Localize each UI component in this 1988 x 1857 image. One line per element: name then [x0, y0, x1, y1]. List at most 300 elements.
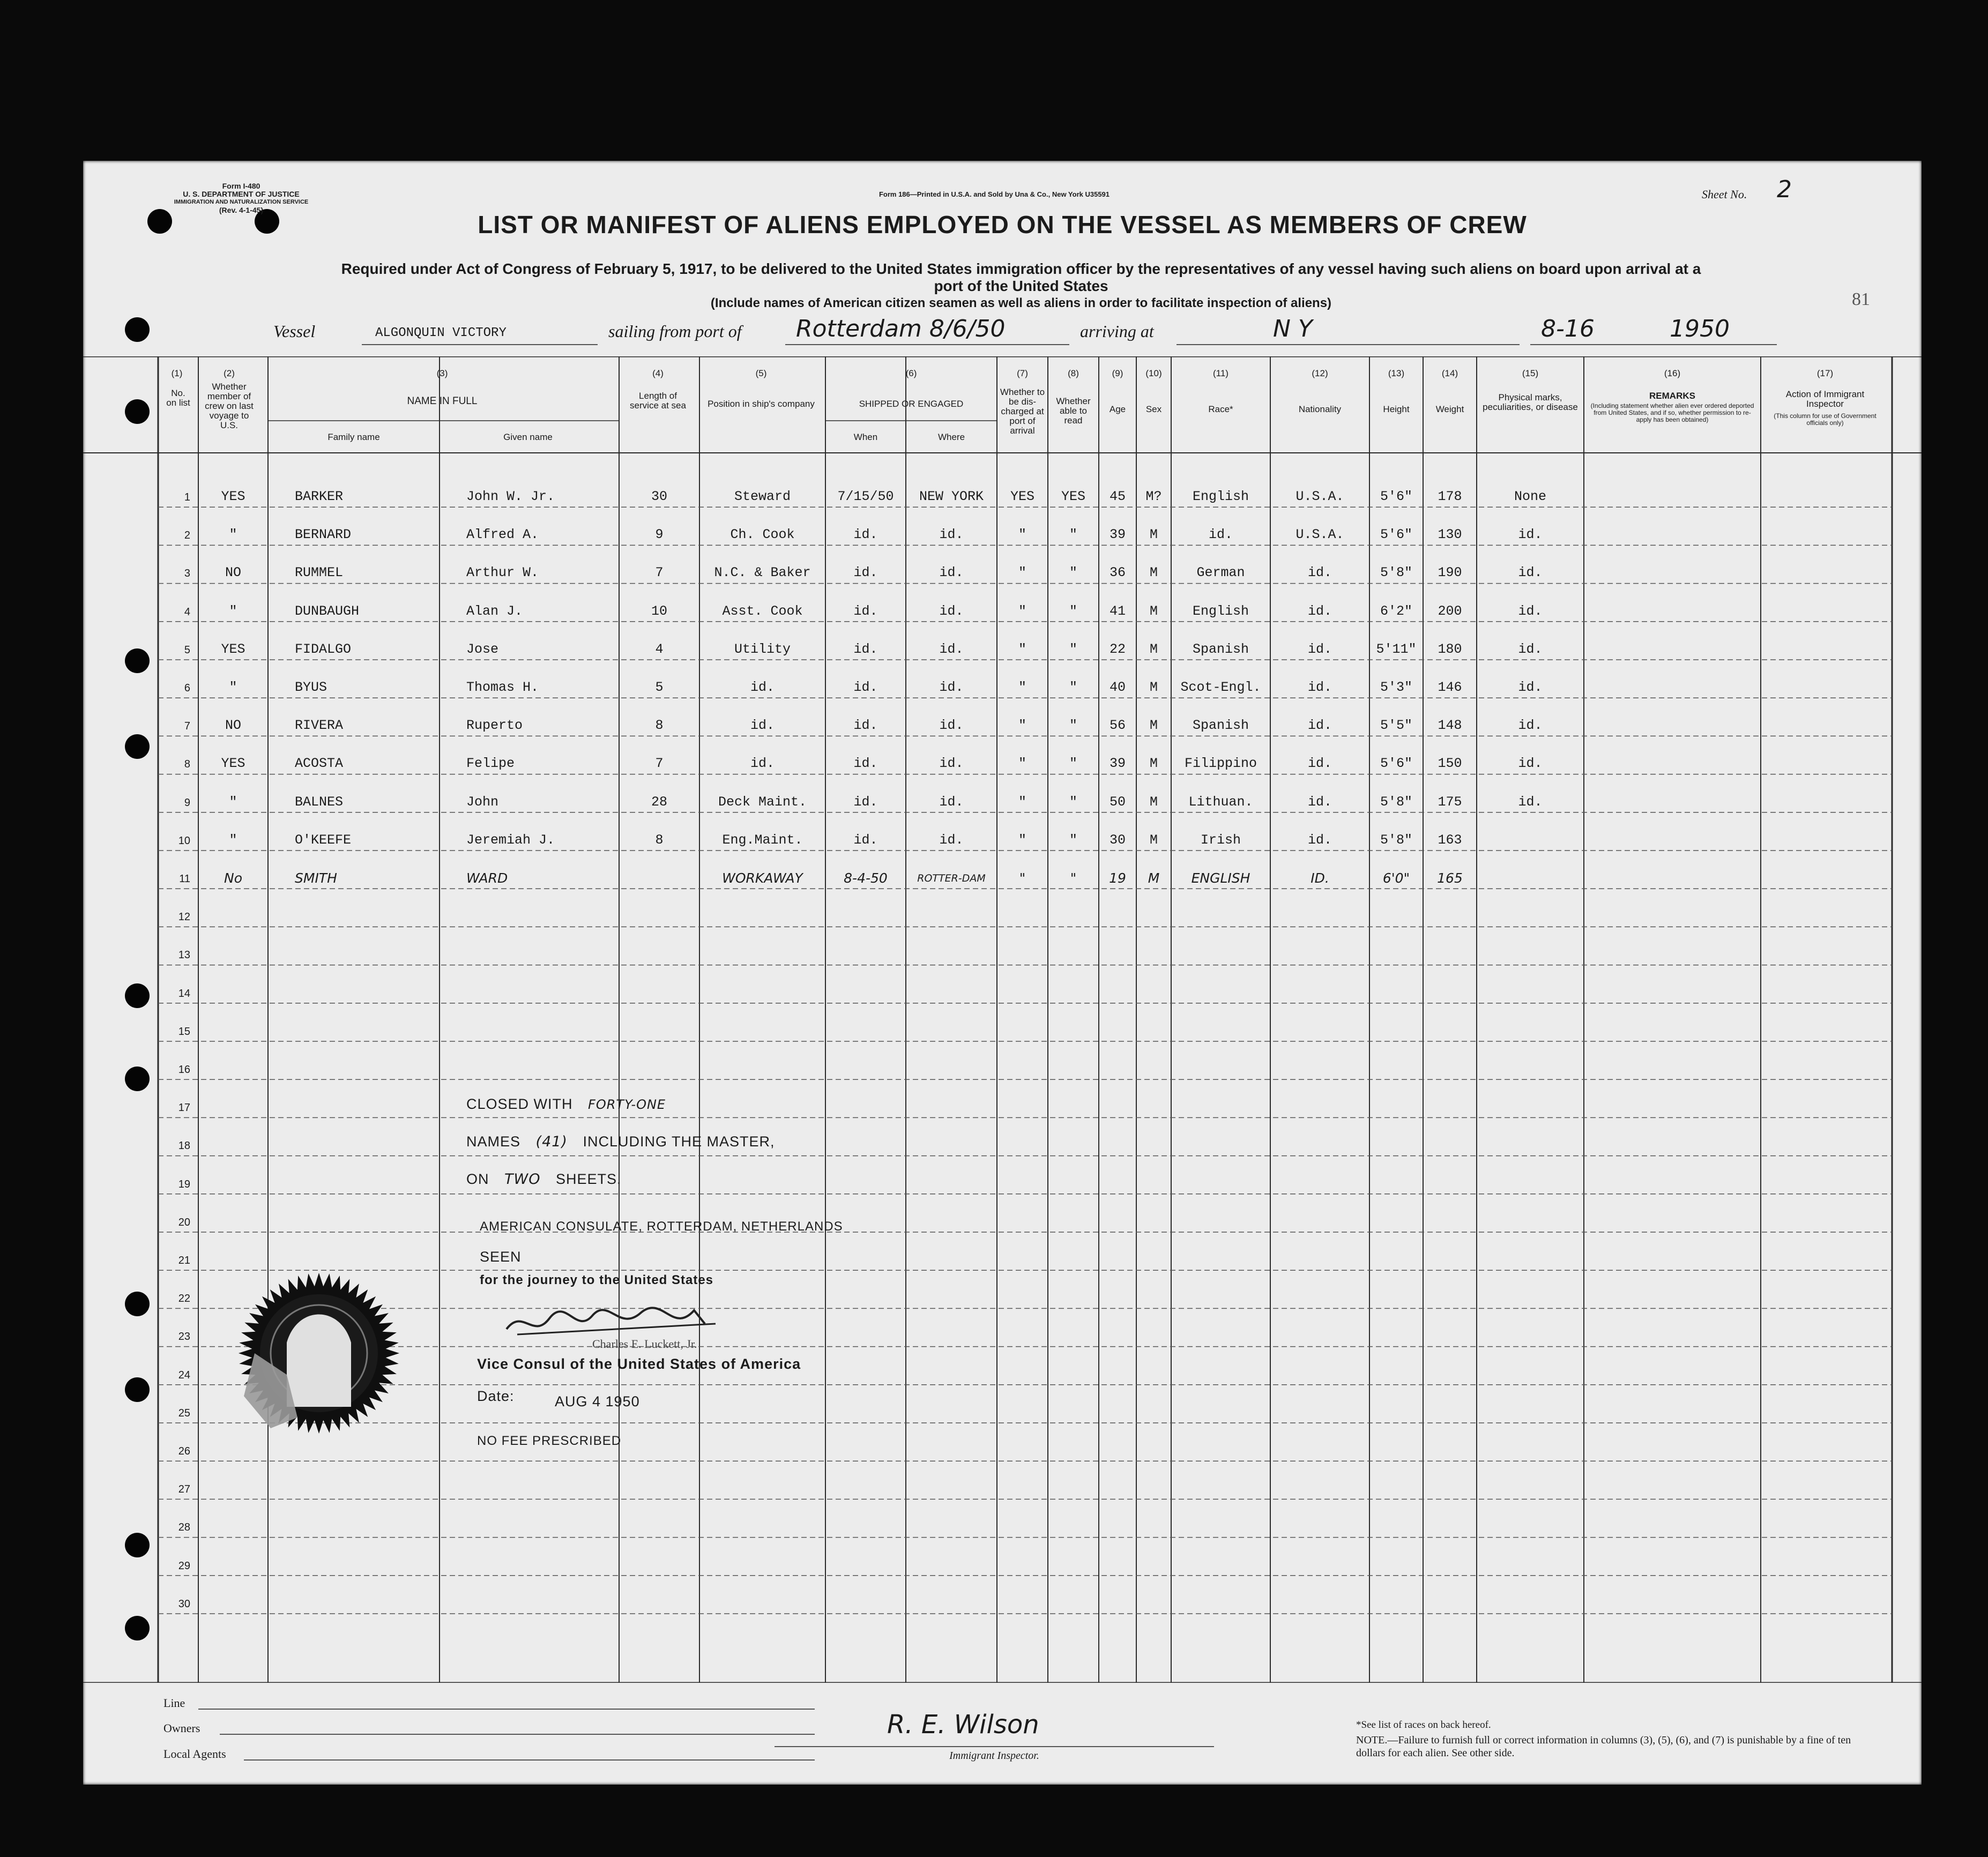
line-label: Line	[163, 1696, 185, 1710]
cell-when: id.	[853, 641, 878, 657]
page-title: LIST OR MANIFEST OF ALIENS EMPLOYED ON THE VESSEL AS MEMBERS OF CREW	[478, 211, 1527, 238]
cell-marks: id.	[1518, 565, 1543, 581]
cell-where: id.	[939, 794, 964, 810]
fill-line	[362, 344, 598, 345]
cell-age: 22	[1109, 641, 1126, 657]
races-note: *See list of races on back hereof.	[1356, 1719, 1491, 1731]
row-number: 16	[178, 1064, 190, 1076]
cell-weight: 165	[1437, 870, 1463, 886]
cell-weight: 178	[1438, 489, 1462, 504]
fill-line	[220, 1734, 815, 1735]
col-num-11: (11)	[1213, 368, 1228, 378]
cell-read: "	[1069, 565, 1077, 581]
cell-sex: M	[1149, 718, 1158, 734]
consul-date-label: Date:	[477, 1388, 515, 1404]
col-head-family: Family name	[327, 432, 380, 442]
cell-prev: YES	[221, 756, 245, 772]
cell-service: 4	[655, 641, 664, 657]
crew-table	[83, 356, 1922, 1683]
col-head-15: Physical marks, peculiarities, or disease	[1483, 392, 1578, 412]
row-number: 17	[178, 1102, 190, 1114]
col-num-4: (4)	[652, 368, 664, 378]
cell-sex: M	[1149, 641, 1158, 657]
cell-prev: "	[229, 832, 237, 848]
cell-service: 30	[651, 489, 667, 504]
cell-sex: M	[1149, 832, 1158, 848]
owners-label: Owners	[163, 1721, 200, 1735]
sailing-label: sailing from port of	[608, 322, 742, 341]
agents-label: Local Agents	[163, 1747, 226, 1761]
cell-family: RUMMEL	[295, 565, 344, 581]
cell-nationality: id.	[1307, 718, 1332, 734]
cell-given: John W. Jr.	[466, 489, 555, 504]
consul-title: Vice Consul of the United States of America	[477, 1356, 801, 1372]
row-number: 21	[178, 1255, 190, 1266]
cell-where: id.	[939, 565, 964, 581]
fill-line	[244, 1759, 815, 1761]
cell-weight: 130	[1438, 527, 1462, 543]
cell-family: BALNES	[295, 794, 344, 810]
cell-height: 5'6"	[1380, 527, 1412, 543]
closing-label-1: CLOSED WITH	[466, 1096, 573, 1112]
closing-rest-3: SHEETS.	[555, 1171, 622, 1187]
margin-number: 81	[1852, 289, 1870, 309]
row-number: 4	[184, 606, 190, 618]
cell-height: 5'6"	[1380, 489, 1412, 504]
cell-height: 5'8"	[1380, 832, 1412, 848]
cell-service: 9	[655, 527, 664, 543]
form-id-block	[155, 182, 327, 214]
cell-position: Ch. Cook	[730, 527, 795, 543]
cell-age: 39	[1109, 756, 1126, 772]
cell-prev: YES	[221, 641, 245, 657]
cell-nationality: id.	[1307, 603, 1332, 619]
cell-family: BYUS	[295, 680, 327, 695]
col-head-17-note: (This column for use of Government officials only)	[1774, 412, 1877, 427]
cell-position: Utility	[734, 641, 791, 657]
cell-weight: 175	[1438, 794, 1462, 810]
col-num-16: (16)	[1664, 368, 1681, 378]
col-head-13: Height	[1383, 404, 1410, 414]
cell-read: "	[1070, 870, 1077, 886]
cell-where: id.	[939, 832, 964, 848]
col-num-15: (15)	[1522, 368, 1539, 378]
cell-race: id.	[1208, 527, 1233, 543]
department: U. S. DEPARTMENT OF JUSTICE	[183, 190, 300, 198]
cell-discharged: "	[1019, 870, 1026, 886]
cell-where: NEW YORK	[919, 489, 984, 504]
cell-when: id.	[853, 756, 878, 772]
col-head-4: Length of service at sea	[630, 391, 686, 411]
col-head-11: Race*	[1208, 404, 1233, 414]
cell-height: 5'8"	[1380, 565, 1412, 581]
cell-weight: 180	[1438, 641, 1462, 657]
cell-sex: M	[1149, 680, 1158, 695]
cell-sex: M?	[1145, 489, 1162, 504]
cell-given: Alfred A.	[466, 527, 539, 543]
subtitle-line-1: Required under Act of Congress of February 5, 1917, to be delivered to the United States immigration officer by the representatives of any vessel having such aliens on board upon arrival at a	[341, 260, 1701, 277]
row-number: 20	[178, 1216, 190, 1228]
vessel-name: ALGONQUIN VICTORY	[375, 326, 507, 340]
cell-discharged: "	[1018, 756, 1026, 772]
fill-line	[775, 1746, 1214, 1747]
cell-nationality: id.	[1307, 680, 1332, 695]
cell-sex: M	[1149, 527, 1158, 543]
closing-label-3: ON	[466, 1171, 489, 1187]
service: IMMIGRATION AND NATURALIZATION SERVICE	[174, 199, 309, 205]
row-number: 26	[178, 1445, 190, 1457]
manifest-sheet	[83, 161, 1922, 1785]
cell-service: 8	[655, 832, 664, 848]
row-number: 2	[184, 529, 190, 542]
cell-sex: M	[1149, 794, 1158, 810]
cell-service: 7	[655, 756, 664, 772]
closing-line-2	[466, 1133, 775, 1150]
cell-read: "	[1069, 527, 1077, 543]
cell-position: Eng.Maint.	[722, 832, 803, 848]
cell-when: id.	[853, 832, 878, 848]
penalty-note: NOTE.—Failure to furnish full or correct information in columns (3), (5), (6), and (7) is punishable by a fine of ten dollars for each alien. See other side.	[1356, 1734, 1851, 1759]
cell-family: O'KEEFE	[295, 832, 352, 848]
col-num-12: (12)	[1312, 368, 1328, 378]
cell-given: Felipe	[466, 756, 515, 772]
cell-nationality: U.S.A.	[1295, 527, 1344, 543]
cell-nationality: id.	[1307, 794, 1332, 810]
arrival-year: 1950	[1670, 315, 1730, 342]
cell-prev: NO	[225, 718, 241, 734]
sheet-label: Sheet No.	[1702, 188, 1747, 201]
cell-prev: YES	[221, 489, 245, 504]
cell-age: 50	[1109, 794, 1126, 810]
col-head-6: SHIPPED OR ENGAGED	[859, 399, 964, 409]
col-head-16-note: (Including statement whether alien ever ordered deported from United States, and if so, whether permission to re-apply has been obtained)	[1590, 402, 1754, 423]
col-num-14: (14)	[1441, 368, 1458, 378]
cell-discharged: "	[1018, 718, 1026, 734]
cell-age: 39	[1109, 527, 1126, 543]
cell-read: "	[1069, 680, 1077, 695]
vessel-label: Vessel	[273, 322, 316, 341]
cell-marks	[1477, 831, 1584, 849]
cell-service: 28	[651, 794, 667, 810]
cell-nationality: id.	[1307, 565, 1332, 581]
cell-marks: None	[1514, 489, 1546, 504]
cell-race: Lithuan.	[1188, 794, 1253, 810]
row-number: 9	[184, 796, 190, 809]
col-head-2: Whether member of crew on last voyage to U.S.	[205, 382, 254, 430]
closing-value-1: FORTY-ONE	[588, 1097, 666, 1112]
cell-given: John	[466, 794, 499, 810]
cell-prev: NO	[225, 565, 241, 581]
cell-read: "	[1069, 718, 1077, 734]
closing-label-2: NAMES	[466, 1133, 521, 1150]
consul-name: Charles E. Luckett, Jr.	[592, 1337, 697, 1351]
cell-nationality: ID.	[1311, 870, 1329, 886]
fill-line	[198, 1709, 815, 1710]
cell-service: 5	[655, 680, 664, 695]
cell-age: 45	[1109, 489, 1126, 504]
cell-position: WORKAWAY	[722, 870, 803, 886]
cell-position: id.	[750, 756, 775, 772]
cell-sex: M	[1149, 603, 1158, 619]
subtitle-line-2: port of the United States	[934, 278, 1108, 294]
row-number: 8	[184, 758, 190, 771]
fill-line	[1177, 344, 1520, 345]
cell-given: Alan J.	[466, 603, 523, 619]
row-number: 30	[178, 1598, 190, 1610]
subtitle-line-3: (Include names of American citizen seamen as well as aliens in order to facilitate inspection of aliens)	[710, 296, 1332, 310]
col-num-3: (3)	[436, 368, 448, 378]
cell-service: 7	[655, 565, 664, 581]
arrival-date: 8-16	[1541, 315, 1595, 342]
cell-sex: M	[1148, 870, 1160, 886]
cell-where: id.	[939, 680, 964, 695]
col-num-1: (1)	[171, 368, 183, 378]
cell-where: id.	[939, 641, 964, 657]
cell-prev: "	[229, 794, 237, 810]
row-number: 12	[178, 911, 190, 923]
cell-race: English	[1192, 489, 1249, 504]
cell-weight: 200	[1438, 603, 1462, 619]
cell-where: id.	[939, 756, 964, 772]
cell-read: YES	[1061, 489, 1085, 504]
cell-read: "	[1069, 756, 1077, 772]
consulate-line-1: AMERICAN CONSULATE, ROTTERDAM, NETHERLANDS	[480, 1219, 843, 1234]
cell-when: id.	[853, 680, 878, 695]
cell-when: id.	[853, 565, 878, 581]
consular-seal	[206, 1267, 421, 1439]
cell-given: WARD	[466, 870, 508, 886]
cell-where: id.	[939, 527, 964, 543]
cell-marks	[1477, 869, 1584, 888]
row-number: 14	[178, 987, 190, 1000]
row-number: 11	[179, 873, 190, 885]
form-header	[83, 161, 1922, 364]
consulate-line-3: for the journey to the United States	[480, 1273, 714, 1287]
fee-note: NO FEE PRESCRIBED	[477, 1434, 622, 1448]
cell-family: RIVERA	[295, 718, 344, 734]
cell-service: 10	[651, 603, 667, 619]
inspector-signature: R. E. Wilson	[887, 1710, 1039, 1740]
cell-weight: 150	[1438, 756, 1462, 772]
cell-discharged: "	[1018, 603, 1026, 619]
col-num-10: (10)	[1145, 368, 1162, 378]
cell-race: Irish	[1200, 832, 1241, 848]
cell-where: id.	[939, 603, 964, 619]
cell-marks: id.	[1518, 794, 1543, 810]
cell-position: Asst. Cook	[722, 603, 803, 619]
cell-discharged: "	[1018, 565, 1026, 581]
cell-given: Ruperto	[466, 718, 523, 734]
cell-height: 5'6"	[1380, 756, 1412, 772]
cell-race: English	[1192, 603, 1249, 619]
row-number: 6	[184, 682, 190, 694]
col-head-12: Nationality	[1298, 404, 1342, 414]
cell-height: 5'8"	[1380, 794, 1412, 810]
cell-family: SMITH	[295, 870, 337, 886]
row-number: 1	[184, 491, 190, 503]
row-number: 15	[178, 1025, 190, 1038]
closing-line-1	[466, 1096, 666, 1113]
col-head-where: Where	[937, 432, 965, 442]
cell-position: id.	[750, 718, 775, 734]
col-head-1: No. on list	[166, 388, 190, 408]
cell-read: "	[1069, 794, 1077, 810]
printer-line: Form 186—Printed in U.S.A. and Sold by Una & Co., New York U35591	[878, 190, 1110, 198]
consul-date: AUG 4 1950	[555, 1393, 640, 1409]
cell-family: ACOSTA	[295, 756, 344, 772]
cell-race: Filippino	[1184, 756, 1257, 772]
cell-when: 7/15/50	[837, 489, 894, 504]
row-number: 3	[184, 568, 190, 580]
col-head-5: Position in ship's company	[708, 399, 815, 409]
cell-marks: id.	[1518, 603, 1543, 619]
cell-height: 5'11"	[1376, 641, 1417, 657]
col-head-14: Weight	[1435, 404, 1464, 414]
cell-age: 30	[1109, 832, 1126, 848]
cell-discharged: "	[1018, 680, 1026, 695]
col-head-when: When	[853, 432, 878, 442]
row-number: 10	[178, 834, 190, 847]
cell-race: Scot-Engl.	[1180, 680, 1261, 695]
cell-nationality: id.	[1307, 756, 1332, 772]
fill-line	[785, 344, 1069, 345]
cell-read: "	[1069, 603, 1077, 619]
cell-prev: "	[229, 603, 237, 619]
cell-height: 6'2"	[1380, 603, 1412, 619]
col-num-13: (13)	[1388, 368, 1405, 378]
cell-read: "	[1069, 641, 1077, 657]
cell-marks: id.	[1518, 527, 1543, 543]
cell-discharged: "	[1018, 641, 1026, 657]
cell-race: German	[1196, 565, 1245, 581]
row-number: 7	[184, 720, 190, 733]
sailing-port: Rotterdam 8/6/50	[796, 315, 1006, 342]
cell-where: ROTTER-DAM	[917, 872, 986, 884]
cell-marks: id.	[1518, 756, 1543, 772]
consulate-line-2: SEEN	[480, 1249, 522, 1265]
col-num-5: (5)	[755, 368, 767, 378]
col-head-9: Age	[1109, 404, 1126, 414]
cell-position: id.	[750, 680, 775, 695]
table-grid	[83, 356, 1922, 1683]
col-head-10: Sex	[1145, 404, 1162, 414]
cell-race: ENGLISH	[1191, 870, 1250, 886]
row-number: 28	[178, 1522, 190, 1534]
cell-height: 6'0"	[1382, 870, 1410, 886]
row-number: 18	[178, 1140, 190, 1152]
cell-service: 8	[655, 718, 664, 734]
row-number: 29	[178, 1560, 190, 1572]
col-num-7: (7)	[1017, 368, 1028, 378]
col-num-9: (9)	[1112, 368, 1123, 378]
cell-nationality: U.S.A.	[1295, 489, 1344, 504]
row-number: 24	[178, 1369, 190, 1381]
cell-weight: 190	[1438, 565, 1462, 581]
cell-prev: "	[229, 680, 237, 695]
cell-prev: No	[224, 870, 242, 886]
cell-given: Thomas H.	[466, 680, 539, 695]
cell-nationality: id.	[1307, 641, 1332, 657]
fill-line	[1530, 344, 1777, 345]
cell-where: id.	[939, 718, 964, 734]
cell-marks: id.	[1518, 718, 1543, 734]
cell-when: id.	[853, 603, 878, 619]
row-number: 5	[184, 644, 190, 656]
col-head-8: Whether able to read	[1056, 396, 1091, 426]
cell-weight: 148	[1438, 718, 1462, 734]
cell-family: FIDALGO	[295, 641, 352, 657]
closing-value-2: (41)	[535, 1133, 568, 1150]
cell-discharged: YES	[1010, 489, 1034, 504]
cell-discharged: "	[1018, 527, 1026, 543]
closing-value-3: TWO	[504, 1171, 541, 1188]
inspector-label: Immigrant Inspector.	[949, 1750, 1039, 1762]
cell-race: Spanish	[1192, 718, 1249, 734]
cell-height: 5'5"	[1380, 718, 1412, 734]
cell-sex: M	[1149, 565, 1158, 581]
col-num-8: (8)	[1068, 368, 1079, 378]
row-number: 23	[178, 1331, 190, 1343]
col-head-3: NAME IN FULL	[407, 396, 478, 407]
row-number: 22	[178, 1293, 190, 1305]
col-head-given: Given name	[503, 432, 553, 442]
cell-age: 36	[1109, 565, 1126, 581]
sheet-number: 2	[1777, 176, 1792, 203]
cell-family: BERNARD	[295, 527, 352, 543]
row-number: 19	[178, 1178, 190, 1190]
cell-discharged: "	[1018, 794, 1026, 810]
cell-family: BARKER	[295, 489, 344, 504]
cell-given: Jeremiah J.	[466, 832, 555, 848]
cell-weight: 163	[1438, 832, 1462, 848]
cell-position: Steward	[734, 489, 791, 504]
cell-position: N.C. & Baker	[714, 565, 811, 581]
cell-age: 41	[1109, 603, 1126, 619]
form-number: Form I-480	[222, 182, 260, 190]
col-num-2: (2)	[224, 368, 235, 378]
cell-discharged: "	[1018, 832, 1026, 848]
revision: (Rev. 4-1-45)	[219, 206, 264, 214]
cell-age: 40	[1109, 680, 1126, 695]
cell-when: id.	[853, 527, 878, 543]
closing-rest-2: INCLUDING THE MASTER,	[583, 1133, 775, 1150]
cell-given: Arthur W.	[466, 565, 539, 581]
row-number: 25	[178, 1407, 190, 1419]
cell-sex: M	[1149, 756, 1158, 772]
cell-marks: id.	[1518, 680, 1543, 695]
cell-nationality: id.	[1307, 832, 1332, 848]
closing-line-3	[466, 1171, 622, 1188]
cell-family: DUNBAUGH	[295, 603, 360, 619]
cell-prev: "	[229, 527, 237, 543]
cell-race: Spanish	[1192, 641, 1249, 657]
cell-age: 56	[1109, 718, 1126, 734]
arriving-port: N Y	[1273, 315, 1313, 342]
cell-height: 5'3"	[1380, 680, 1412, 695]
cell-marks: id.	[1518, 641, 1543, 657]
cell-when: 8-4-50	[844, 870, 888, 886]
cell-given: Jose	[466, 641, 499, 657]
col-head-17: Action of Immigrant Inspector	[1785, 389, 1865, 409]
cell-position: Deck Maint.	[718, 794, 807, 810]
col-num-6: (6)	[905, 368, 917, 378]
cell-read: "	[1069, 832, 1077, 848]
col-num-17: (17)	[1816, 368, 1834, 378]
col-head-7: Whether to be dis-charged at port of arrival	[1000, 387, 1045, 436]
cell-service	[619, 869, 699, 888]
form-footer	[83, 1683, 1922, 1785]
cell-when: id.	[853, 794, 878, 810]
